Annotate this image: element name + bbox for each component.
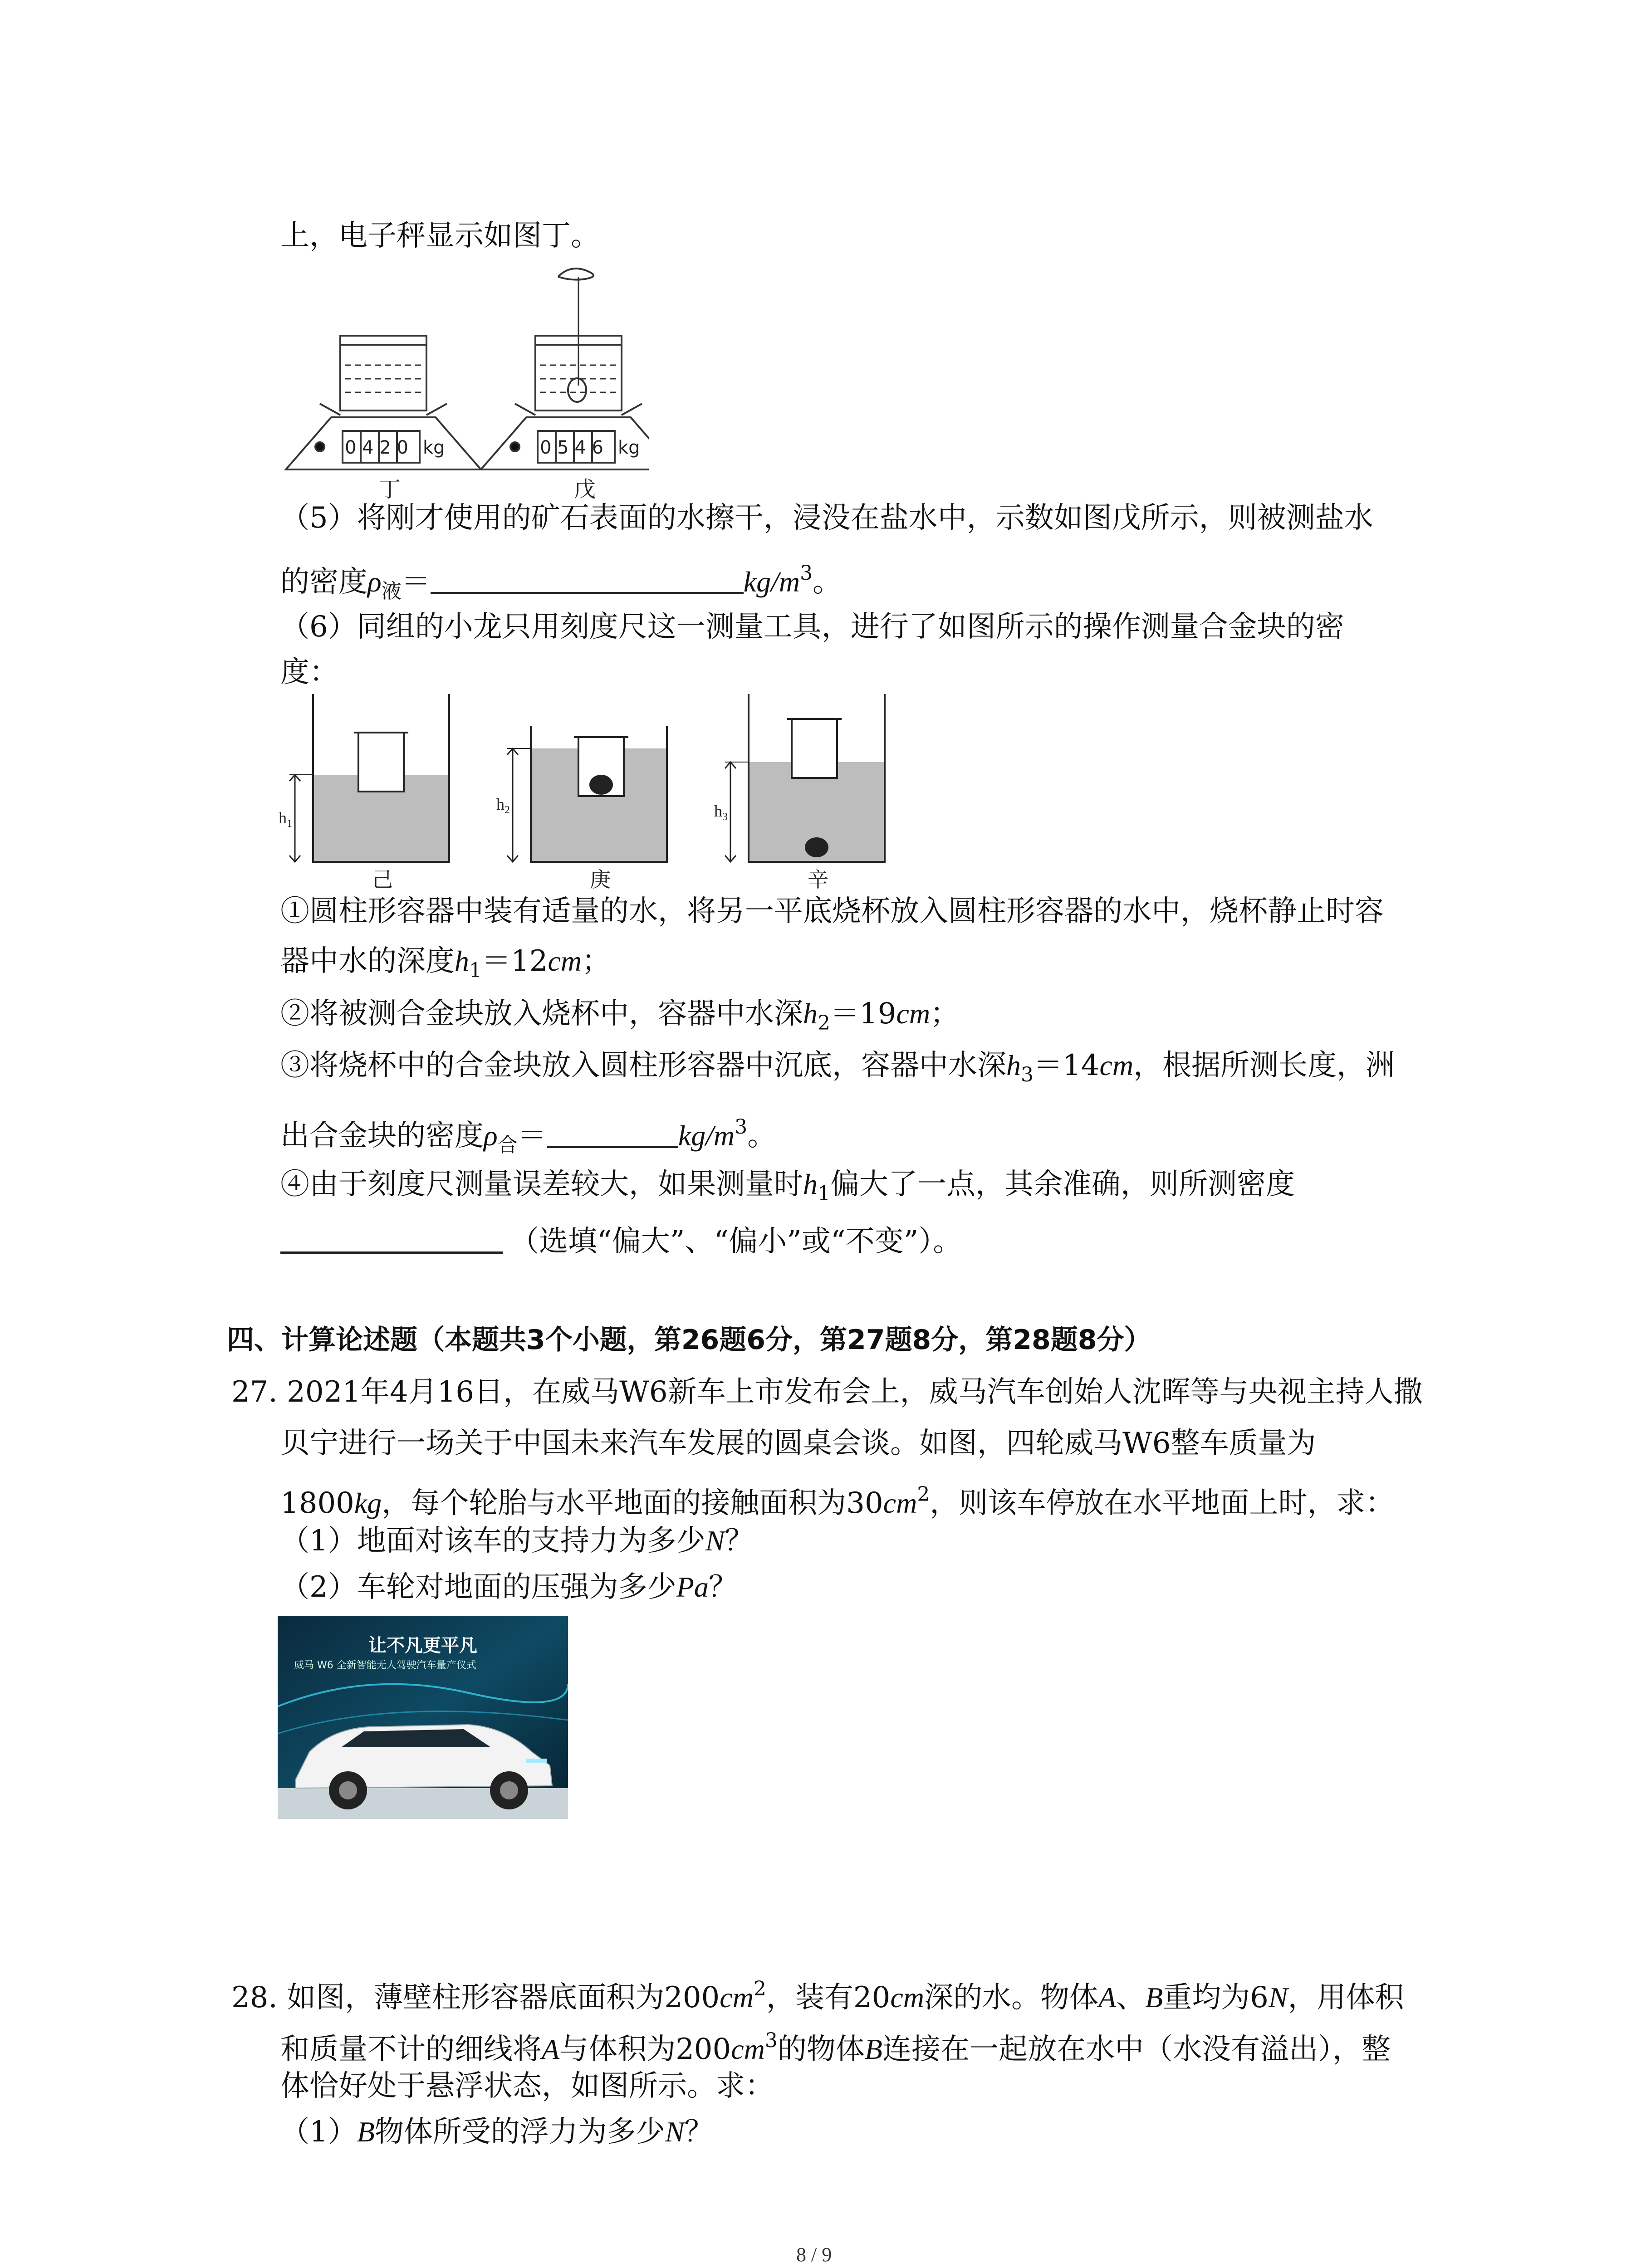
photo-subtitle: 威马 W6 全新智能无人驾驶汽车量产仪式: [294, 1660, 476, 1671]
step4-text-end: 偏大了一点，其余准确，则所测密度: [830, 1168, 1295, 1201]
h3-label: h: [714, 802, 722, 820]
q28-sub1-text: 物体所受的浮力为多少: [374, 2115, 665, 2149]
mass-unit: kg: [354, 1487, 382, 1519]
h2-value: ＝19: [830, 997, 896, 1031]
label-ding: 丁: [379, 477, 401, 502]
q28-text3: 深的水。物体: [924, 1981, 1098, 2014]
q27-sub1-text: （1）地面对该车的支持力为多少: [280, 1524, 705, 1558]
h2-var: h: [803, 997, 818, 1030]
step1-line2: [280, 942, 611, 990]
q5-text: 的密度: [280, 565, 367, 599]
equals-sign: ＝: [517, 1119, 547, 1153]
object-a: A: [542, 2033, 560, 2065]
svg-text:h3: [714, 802, 728, 823]
q28-text7: 与体积为200: [559, 2033, 731, 2066]
mass-value: 1800: [280, 1486, 354, 1520]
cylinder-geng: [507, 726, 667, 862]
semicolon: ；: [582, 944, 611, 978]
step3-text: ③将烧杯中的合金块放入圆柱形容器中沉底，容器中水深: [280, 1049, 1006, 1082]
q28-sub1-num: （1）: [280, 2115, 357, 2149]
svg-text:h2: [496, 795, 510, 816]
separator: 、: [1116, 1981, 1146, 2014]
answer-blank[interactable]: [431, 565, 744, 594]
h1-value: ＝12: [482, 944, 548, 978]
q28-line1: [231, 1970, 1404, 2017]
label-ji: 己: [372, 867, 393, 889]
q5-line2: [280, 554, 842, 611]
rho-subscript: 合: [497, 1134, 518, 1157]
q27-sub1: [280, 1522, 754, 1560]
photo-banner: 让不凡更平凡: [368, 1635, 477, 1656]
step4-line2: [280, 1222, 962, 1261]
page-number: 8 / 9: [796, 2244, 832, 2266]
unit-ding: kg: [423, 437, 445, 458]
label-wu: 戊: [574, 477, 596, 502]
step3-line1: [280, 1046, 1395, 1094]
q28-sub1: [280, 2113, 714, 2151]
object-b: B: [864, 2033, 882, 2065]
h1-sub: 1: [287, 818, 292, 830]
step4-line1: [280, 1165, 1295, 1213]
step3-line2: [280, 1108, 776, 1164]
volume-unit: cm: [731, 2033, 765, 2065]
cylinder-figure: [277, 694, 921, 889]
answer-blank[interactable]: [547, 1119, 678, 1148]
h2-sub: 2: [505, 804, 510, 816]
area-exponent: 2: [753, 1977, 766, 2000]
period: 。: [813, 565, 842, 599]
h1-unit: cm: [548, 945, 582, 977]
area-unit: cm: [720, 1981, 754, 2014]
newton-unit: N: [665, 2116, 685, 2148]
step4-text: ④由于刻度尺测量误差较大，如果测量时: [280, 1168, 803, 1201]
rho-subscript: 液: [381, 580, 402, 603]
question-mark: ？: [708, 1570, 738, 1604]
period: 。: [747, 1119, 777, 1153]
q27-text-end: ，则该车停放在水平地面上时，求：: [930, 1486, 1395, 1520]
q28-text8: 的物体: [777, 2033, 865, 2066]
h1-label: h: [279, 809, 287, 827]
cylinder-xin: [725, 694, 885, 862]
q28-text9: 连接在一起放在水中（水没有溢出），整: [882, 2033, 1391, 2066]
q27-sub2-text: （2）车轮对地面的压强为多少: [280, 1570, 676, 1604]
reading-wu: 0 5 4 6: [540, 437, 603, 458]
newton-unit: N: [1268, 1981, 1288, 2014]
answer-blank[interactable]: [280, 1224, 503, 1254]
q27-line3: [280, 1476, 1394, 1522]
step2-line: [280, 995, 959, 1042]
intro-line: 上，电子秤显示如图丁。: [280, 219, 600, 253]
volume-exponent: 3: [764, 2029, 778, 2052]
h3-unit: cm: [1099, 1049, 1134, 1081]
h3-var: h: [1006, 1049, 1021, 1081]
h2-label: h: [496, 795, 505, 813]
area-exponent: 2: [917, 1483, 930, 1506]
unit: kg/m: [678, 1119, 735, 1152]
q28-text: 28. 如图，薄壁柱形容器底面积为200: [231, 1981, 720, 2014]
reading-ding: 0 4 2 0: [345, 437, 408, 458]
step2-text: ②将被测合金块放入烧杯中，容器中水深: [280, 997, 803, 1031]
label-xin: 辛: [808, 867, 828, 889]
q27-text: ，每个轮胎与水平地面的接触面积为30: [382, 1486, 883, 1520]
unit-wu: kg: [618, 437, 640, 458]
step1-text: 器中水的深度: [280, 944, 455, 978]
h1-var: h: [803, 1168, 818, 1200]
q27-sub2: [280, 1568, 738, 1606]
semicolon: ；: [930, 997, 960, 1031]
pascal-unit: Pa: [676, 1571, 709, 1603]
h3-sub: 3: [722, 811, 728, 823]
object-a: A: [1098, 1981, 1117, 2014]
h2-unit: cm: [896, 997, 931, 1030]
q5-line1: （5）将刚才使用的矿石表面的水擦干，浸没在盐水中，示数如图戊所示，则被测盐水: [280, 501, 1373, 535]
unit-exponent: 3: [800, 562, 813, 585]
depth-unit: cm: [890, 1981, 924, 2014]
step3-text-end: ，根据所测长度，洲: [1133, 1049, 1395, 1082]
rho-symbol: ρ: [367, 566, 382, 598]
area-unit: cm: [883, 1487, 917, 1519]
unit: kg/m: [743, 566, 800, 598]
step1-line1: ①圆柱形容器中装有适量的水，将另一平底烧杯放入圆柱形容器的水中，烧杯静止时容: [280, 894, 1384, 928]
equals-sign: ＝: [401, 565, 431, 599]
step4-options: （选填“偏大”、“偏小”或“不变”）。: [510, 1225, 962, 1258]
q28-text6: 和质量不计的细线将: [280, 2033, 542, 2066]
h3-value: ＝14: [1034, 1049, 1100, 1082]
q27-line2: 贝宁进行一场关于中国未来汽车发展的圆桌会谈。如图，四轮威马W6整车质量为: [280, 1427, 1316, 1460]
q6-line2: 度：: [280, 655, 338, 689]
scale-figure: [277, 268, 649, 503]
q28-text4: 重均为6: [1163, 1981, 1269, 2014]
cylinder-ji: [289, 694, 449, 862]
car-photo: [278, 1616, 568, 1819]
question-mark: ？: [684, 2115, 714, 2149]
q27-line1: 27. 2021年4月16日，在威马W6新车上市发布会上，威马汽车创始人沈晖等与央视主持人撒: [231, 1375, 1423, 1409]
q28-text5: ，用体积: [1288, 1981, 1404, 2014]
h3-var-sub: 3: [1021, 1063, 1034, 1086]
unit-exponent: 3: [735, 1115, 748, 1139]
h1-var-sub: 1: [469, 959, 482, 982]
svg-text:h1: [279, 809, 292, 830]
question-mark: ？: [725, 1524, 754, 1558]
h2-var-sub: 2: [818, 1012, 830, 1035]
h1-var-sub: 1: [818, 1182, 830, 1205]
q28-text2: ，装有20: [766, 1981, 891, 2014]
label-geng: 庚: [590, 867, 611, 889]
object-b: B: [1145, 1981, 1163, 2014]
newton-unit: N: [705, 1525, 725, 1557]
step3-text2: 出合金块的密度: [280, 1119, 484, 1153]
q6-line1: （6）同组的小龙只用刻度尺这一测量工具，进行了如图所示的操作测量合金块的密: [280, 610, 1344, 644]
rho-symbol: ρ: [484, 1119, 498, 1152]
q28-line2: [280, 2022, 1391, 2068]
section4-title: 四、计算论述题（本题共3个小题，第26题6分，第27题8分，第28题8分）: [227, 1324, 1151, 1356]
q28-line3: 体恰好处于悬浮状态，如图所示。求：: [280, 2069, 774, 2103]
object-b: B: [357, 2116, 375, 2148]
h1-var: h: [455, 945, 469, 977]
